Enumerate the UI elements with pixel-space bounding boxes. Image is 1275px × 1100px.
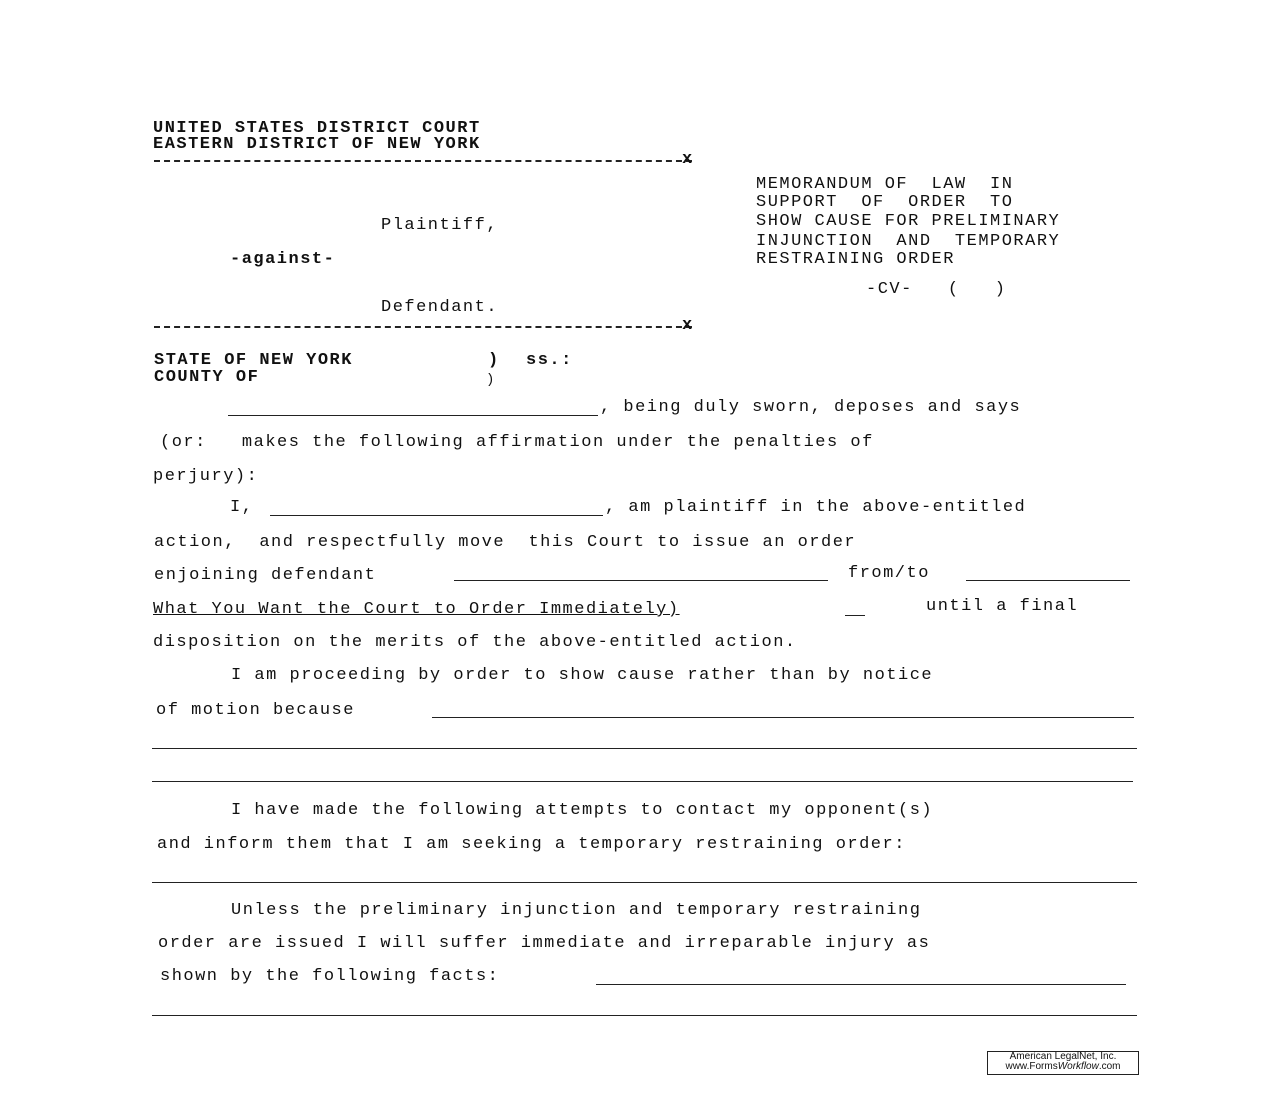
deponent-name-blank[interactable] [228, 415, 598, 416]
caption-divider-bottom-x: x [682, 316, 693, 335]
reason-blank-line1[interactable] [432, 717, 1134, 718]
injury-facts-blank-line2[interactable] [152, 1015, 1137, 1016]
defendant-label: Defendant. [381, 298, 499, 317]
oath-text-line1: , being duly sworn, deposes and says [600, 398, 1022, 417]
contact-attempts-text-line1: I have made the following attempts to contact my opponent(s) [231, 801, 934, 820]
contact-attempts-blank[interactable] [152, 882, 1137, 883]
venue-state: STATE OF NEW YORK [154, 351, 353, 370]
relief-blank-end[interactable] [845, 615, 865, 616]
publisher-name: American LegalNet, Inc. [1009, 1051, 1117, 1062]
venue-state-paren: ) [488, 351, 500, 370]
injury-facts-blank-line1[interactable] [596, 984, 1126, 985]
caption-divider-top [154, 160, 692, 162]
title-line4: INJUNCTION AND TEMPORARY [756, 232, 1061, 251]
plaintiff-label: Plaintiff, [381, 216, 499, 235]
order-to-show-cause-text-line2: of motion because [156, 701, 355, 720]
contact-attempts-text-line2: and inform them that I am seeking a temporary restraining order: [157, 835, 906, 854]
venue-county-paren: ) [486, 372, 496, 388]
relief-blank-start[interactable] [966, 580, 1130, 581]
publisher-site-prefix: www.Forms [1005, 1061, 1058, 1072]
oath-text-line3: perjury): [153, 467, 259, 486]
court-name-line1: UNITED STATES DISTRICT COURT [153, 119, 481, 138]
court-name-line2: EASTERN DISTRICT OF NEW YORK [153, 135, 481, 154]
order-to-show-cause-text-line1: I am proceeding by order to show cause rather than by notice [231, 666, 934, 685]
title-line1: MEMORANDUM OF LAW IN [756, 175, 1014, 194]
publisher-site-italic: Workflow [1057, 1061, 1099, 1072]
until-final-label: until a final [926, 597, 1079, 616]
plaintiff-statement-i: I, [230, 498, 254, 517]
venue-county: COUNTY OF [154, 368, 260, 387]
injury-text-line2: order are issued I will suffer immediate and irreparable injury as [158, 934, 931, 953]
venue-ss: ss.: [526, 351, 573, 370]
plaintiff-statement-line1: , am plaintiff in the above-entitled [605, 498, 1027, 517]
title-line3: SHOW CAUSE FOR PRELIMINARY [756, 212, 1061, 231]
publisher-site [988, 1062, 1138, 1072]
publisher-site-suffix: .com [1098, 1061, 1121, 1072]
title-line5: RESTRAINING ORDER [756, 250, 955, 269]
caption-divider-bottom [154, 326, 692, 328]
from-to-label: from/to [848, 564, 930, 583]
case-number: -CV- ( ) [866, 280, 1007, 299]
publisher-stamp [987, 1051, 1139, 1075]
caption-divider-top-x: x [682, 150, 693, 169]
injury-text-line3: shown by the following facts: [160, 967, 500, 986]
reason-blank-line3[interactable] [152, 781, 1133, 782]
oath-text-line2: (or: makes the following affirmation under the penalties of [160, 433, 874, 452]
disposition-text: disposition on the merits of the above-entitled action. [153, 633, 797, 652]
plaintiff-name-blank[interactable] [270, 515, 603, 516]
enjoining-defendant-label: enjoining defendant [154, 566, 377, 585]
title-line2: SUPPORT OF ORDER TO [756, 193, 1014, 212]
injury-text-line1: Unless the preliminary injunction and temporary restraining [231, 901, 922, 920]
plaintiff-statement-line2: action, and respectfully move this Court to issue an order [154, 533, 857, 552]
reason-blank-line2[interactable] [152, 748, 1137, 749]
defendant-name-blank[interactable] [454, 580, 828, 581]
against-label: -against- [230, 250, 336, 269]
relief-requested-text: What You Want the Court to Order Immediately) [153, 600, 680, 619]
